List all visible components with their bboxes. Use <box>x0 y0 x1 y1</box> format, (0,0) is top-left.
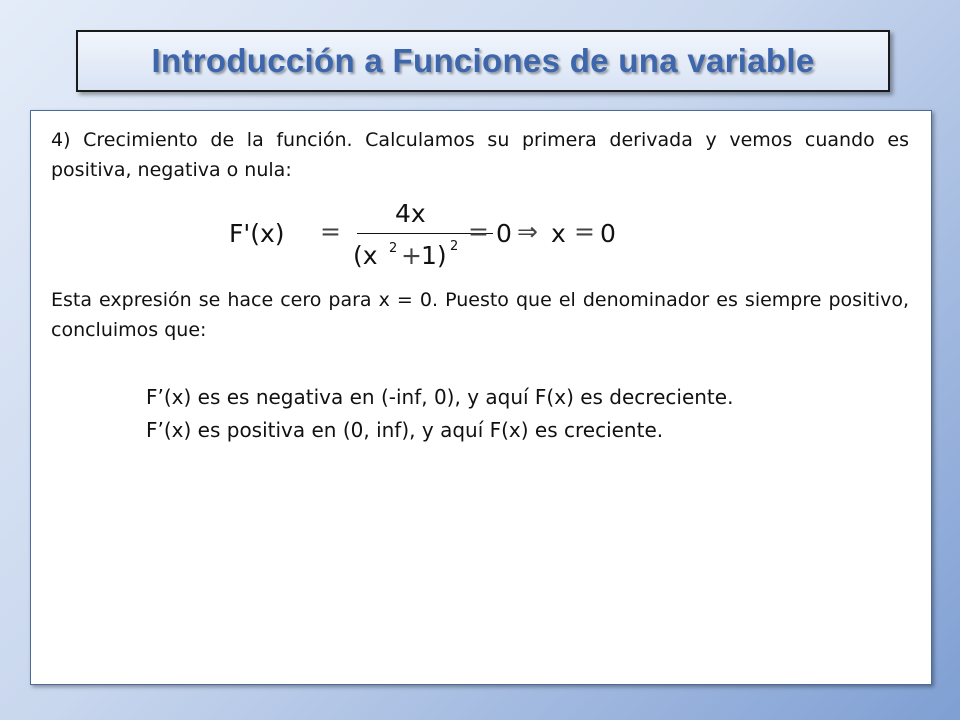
derivative-formula <box>31 191 931 281</box>
formula-den-rest: 1) <box>421 241 447 270</box>
formula-den-exp-inner: 2 <box>389 241 398 256</box>
formula-den-exp-outer: 2 <box>450 239 459 254</box>
formula-numerator: 4x <box>395 199 426 228</box>
formula-equals-2: = <box>468 217 489 246</box>
conclusion-increasing: F’(x) es positiva en (0, inf), y aquí F(x) es creciente. <box>146 418 664 442</box>
formula-equals-1: = <box>320 217 341 246</box>
formula-lhs: F'(x) <box>229 219 285 248</box>
formula-var: x <box>551 219 566 248</box>
intro-paragraph: 4) Crecimiento de la función. Calculamos su primera derivada y vemos cuando es positiva, negativa o nula: <box>51 129 909 181</box>
conclusions-block <box>146 381 906 447</box>
content-panel <box>30 110 932 685</box>
formula-den-open: (x <box>353 241 378 270</box>
formula-equals-3: = <box>574 217 595 246</box>
title-box <box>76 30 890 92</box>
formula-den-plus: + <box>401 241 422 270</box>
conclusion-decreasing: F’(x) es es negativa en (-inf, 0), y aquí F(x) es decreciente. <box>146 385 734 409</box>
explanation-paragraph: Esta expresión se hace cero para x = 0. Puesto que el denominador es siempre positivo, concluimos que: <box>51 289 909 341</box>
formula-implies: ⇒ <box>517 217 538 246</box>
formula-zero-2: 0 <box>600 219 616 248</box>
slide-title: Introducción a Funciones de una variable <box>151 42 815 79</box>
formula-zero-1: 0 <box>496 219 512 248</box>
